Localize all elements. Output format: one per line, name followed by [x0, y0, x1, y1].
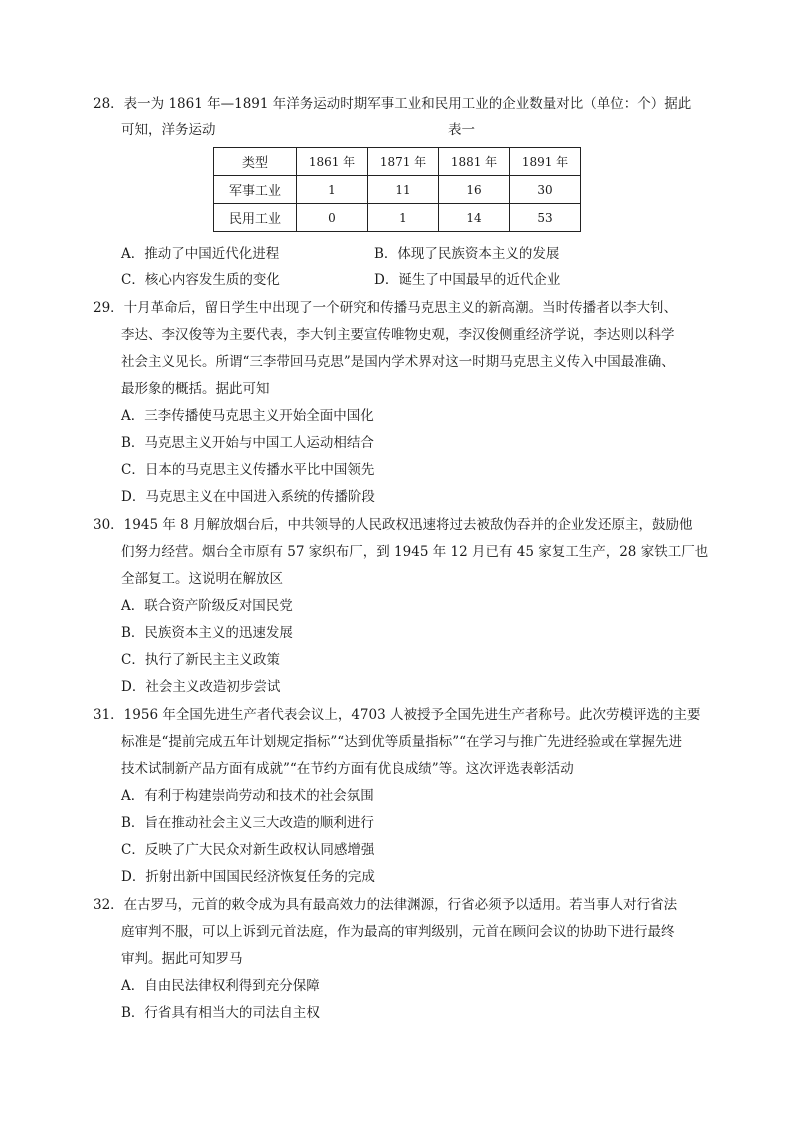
- q28-option-c[interactable]: C．核心内容发生质的变化: [121, 272, 280, 288]
- q31-stem-line3: 技术试制新产品方面有成就”“在节约方面有优良成绩”等。这次评选表彰活动: [121, 761, 574, 777]
- q29-stem-line2: 李达、李汉俊等为主要代表，李大钊主要宣传唯物史观，李汉俊侧重经济学说，李达则以科学: [121, 327, 675, 343]
- table-cell: 14: [439, 204, 510, 232]
- q31-option-d[interactable]: D．折射出新中国国民经济恢复任务的完成: [121, 869, 375, 885]
- q32-option-b[interactable]: B．行省具有相当大的司法自主权: [121, 1005, 320, 1021]
- q29-stem-line4: 最形象的概括。据此可知: [121, 381, 270, 397]
- table-cell: 11: [368, 176, 439, 204]
- q28-stem-line2: 可知，洋务运动: [121, 122, 216, 138]
- table-cell: 军事工业: [214, 176, 297, 204]
- table-cell: 0: [297, 204, 368, 232]
- q30-option-b[interactable]: B．民族资本主义的迅速发展: [121, 625, 293, 641]
- table-header-cell: 1861 年: [297, 148, 368, 176]
- q28-option-d[interactable]: D．诞生了中国最早的近代企业: [374, 272, 561, 288]
- table-cell: 30: [510, 176, 581, 204]
- table-row: [214, 176, 581, 204]
- q29-stem-line3: 社会主义见长。所谓“三李带回马克思”是国内学术界对这一时期马克思主义传入中国最准确、: [121, 354, 675, 370]
- table-cell: 53: [510, 204, 581, 232]
- q32-stem-line3: 审判。据此可知罗马: [121, 951, 243, 967]
- q30-option-a[interactable]: A．联合资产阶级反对国民党: [121, 598, 293, 614]
- q28-stem-line1: 28．表一为 1861 年—1891 年洋务运动时期军事工业和民用工业的企业数量对比（单位：个）据此: [93, 96, 692, 112]
- table-header-cell: 1881 年: [439, 148, 510, 176]
- table-cell: 1: [297, 176, 368, 204]
- q29-option-b[interactable]: B．马克思主义开始与中国工人运动相结合: [121, 435, 374, 451]
- q31-option-b[interactable]: B．旨在推动社会主义三大改造的顺利进行: [121, 815, 374, 831]
- q30-option-d[interactable]: D．社会主义改造初步尝试: [121, 679, 281, 695]
- table-cell: 16: [439, 176, 510, 204]
- q30-stem-line1: 30．1945 年 8 月解放烟台后，中共领导的人民政权迅速将过去被敌伪吞并的企业发还原主，鼓励他: [93, 517, 693, 533]
- q31-option-c[interactable]: C．反映了广大民众对新生政权认同感增强: [121, 842, 375, 858]
- q31-stem-line2: 标准是“提前完成五年计划规定指标”“达到优等质量指标”“在学习与推广先进经验或在掌握先进: [121, 734, 683, 750]
- table-header-cell: 类型: [214, 148, 297, 176]
- q29-option-d[interactable]: D．马克思主义在中国进入系统的传播阶段: [121, 489, 375, 505]
- q31-stem-line1: 31．1956 年全国先进生产者代表会议上，4703 人被授予全国先进生产者称号。此次劳模评选的主要: [93, 707, 701, 723]
- q28-option-a[interactable]: A．推动了中国近代化进程: [121, 246, 280, 262]
- table-header-row: [214, 148, 581, 176]
- q29-option-c[interactable]: C．日本的马克思主义传播水平比中国领先: [121, 462, 375, 478]
- q29-stem-line1: 29．十月革命后，留日学生中出现了一个研究和传播马克思主义的新高潮。当时传播者以李大钊、: [93, 300, 678, 316]
- q32-stem-line1: 32．在古罗马，元首的敕令成为具有最高效力的法律渊源，行省必须予以适用。若当事人对行省法: [93, 897, 678, 913]
- table-row: [214, 204, 581, 232]
- table-cell: 民用工业: [214, 204, 297, 232]
- q28-table-caption: 表一: [448, 122, 475, 138]
- table-header-cell: 1871 年: [368, 148, 439, 176]
- q30-option-c[interactable]: C．执行了新民主主义政策: [121, 652, 280, 668]
- q28-option-b[interactable]: B．体现了民族资本主义的发展: [374, 246, 560, 262]
- q31-option-a[interactable]: A．有利于构建崇尚劳动和技术的社会氛围: [121, 788, 374, 804]
- q28-data-table: [213, 147, 581, 232]
- q30-stem-line3: 全部复工。这说明在解放区: [121, 571, 283, 587]
- table-cell: 1: [368, 204, 439, 232]
- table-header-cell: 1891 年: [510, 148, 581, 176]
- q32-stem-line2: 庭审判不服，可以上诉到元首法庭，作为最高的审判级别，元首在顾问会议的协助下进行最终: [121, 924, 675, 940]
- q32-option-a[interactable]: A．自由民法律权利得到充分保障: [121, 978, 320, 994]
- q30-stem-line2: 们努力经营。烟台全市原有 57 家织布厂，到 1945 年 12 月已有 45 家复工生产，28 家铁工厂也: [121, 544, 709, 560]
- q29-option-a[interactable]: A．三李传播使马克思主义开始全面中国化: [121, 408, 374, 424]
